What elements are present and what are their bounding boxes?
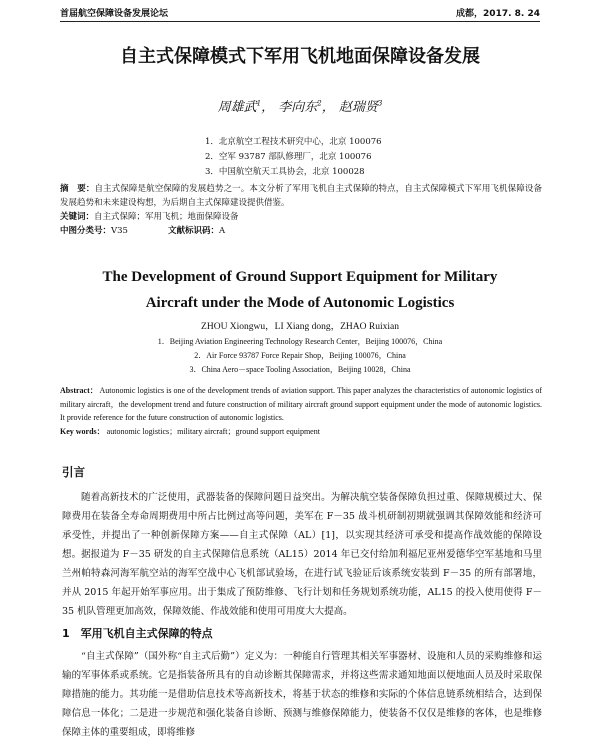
keywords-text: autonomic logistics；military aircraft；ground support equipment	[106, 426, 320, 436]
english-keywords	[60, 425, 542, 439]
english-abstract	[60, 384, 542, 425]
abstract-label: 摘 要：	[60, 184, 95, 194]
affiliation-line: 2．Air Force 93787 Force Repair Shop，Beijing 100076，China	[194, 351, 406, 360]
section-heading-1: 1 军用飞机自主式保障的特点	[62, 627, 213, 640]
running-head	[60, 6, 540, 22]
author-name: 周雄武	[217, 100, 257, 115]
running-head-right: 成都，2017. 8. 24	[456, 9, 540, 19]
english-authors: ZHOU Xiongwu，LI Xiang dong，ZHAO Ruixian	[201, 322, 399, 332]
chinese-authors: 周雄武$^1$， 李向东$^2$， 赵瑞贤$^3$	[217, 99, 383, 115]
english-abstract-block	[60, 384, 542, 438]
abstract-text: Autonomic logistics is one of the development trends of aviation support. This paper analyzes the characteristics of autonomic logistics of military aircraft，the development trend and future construction of military aircraft ground support equipment under the mode of autonomic logistics. It provide reference for the future construction of autonomic logistics.	[60, 386, 542, 422]
chinese-keywords	[60, 210, 542, 224]
document-code-value: A	[219, 226, 226, 236]
chinese-affiliations	[205, 135, 382, 180]
keywords-text: 自主式保障；军用飞机；地面保障设备	[94, 212, 239, 222]
affiliation-line: 1．Beijing Aviation Engineering Technology Research Center，Beijing 100076，China	[157, 337, 443, 346]
abstract-text: 自主式保障是航空保障的发展趋势之一。本文分析了军用飞机自主式保障的特点，自主式保障模式下军用飞机保障设备发展趋势和未来建设构想，为后期自主式保障建设提供借鉴。	[60, 184, 542, 208]
paragraph: 随着高新技术的广泛使用，武器装备的保障问题日益突出。为解决航空装备保障负担过重、保障规模过大、保障费用在装备全寿命周期费用中所占比例过高等问题，美军在 F－35 战斗机研制初期就强调其保障效能和经济可承受性，并提出了一种创新保障方案——自主式保障（AL）[1]，以实现其经济可承受和提高作战效能的保障设想。据报道为 F－35 研发的自主式保障信息系统（AL15）2014 年已交付给加利福尼亚州爱德华空军基地和马里兰州帕特森河海军航空站的海军空战中心飞机部试验场，在进行试飞验证后该系统安装到 F－35 的所有部署地，并从 2015 年起开始军事应用。出于集成了预防维修、飞行计划和任务规划系统功能，AL15 的投入使用使得 F－35 机队管理更加高效，保障效能、作战效能和使用可用度大大提高。	[62, 492, 542, 617]
introduction-body	[62, 488, 542, 621]
chinese-abstract	[60, 182, 542, 210]
english-title-line: Aircraft under the Mode of Autonomic Logistics	[145, 295, 455, 311]
keywords-label: 关键词：	[60, 212, 95, 222]
section-heading-introduction: 引言	[62, 465, 85, 479]
english-title	[0, 264, 600, 316]
document-code	[168, 224, 225, 238]
clc-label: 中图分类号：	[60, 226, 112, 236]
english-affiliations	[0, 335, 600, 377]
clc-value: V35	[111, 226, 128, 236]
affiliation-line: 2．空军 93787 部队修理厂，北京 100076	[205, 152, 372, 162]
english-title-line: The Development of Ground Support Equipment for Military	[102, 269, 498, 285]
section-1-body	[62, 647, 542, 742]
author-affiliation-mark: 2	[317, 99, 322, 108]
paragraph: “自主式保障”（国外称“自主式后勤”）定义为：一种能自行管理其相关军事器材、设施和人员的采购维修和运输的军事体系或系统。它是指装备所具有的自动诊断其保障需求，并将这些需求通知地面以便地面人员及时采取保障措施的能力。其功能一是借助信息技术等高新技术，将基于状态的维修和实际的个体信息链系统相结合，达到保障信息一体化；二是进一步规范和强化装备自诊断、预测与维修保障能力，使装备不仅仅是维修的客体，也是维修保障主体的重要组成，即将维修	[62, 651, 542, 738]
affiliation-line: 3．中国航空航天工具协会，北京 100028	[205, 167, 365, 177]
affiliation-line: 1．北京航空工程技术研究中心，北京 100076	[205, 137, 382, 147]
author-affiliation-mark: 3	[377, 99, 383, 108]
classification-row	[60, 224, 542, 238]
clc-number	[60, 224, 128, 238]
affiliation-line: 3．China Aero－space Tooling Association，Beijing 10028，China	[189, 365, 411, 374]
running-head-left: 首届航空保障设备发展论坛	[60, 9, 169, 19]
abstract-label: Abstract：	[60, 386, 98, 395]
document-code-label: 文献标识码：	[167, 226, 219, 236]
author-affiliation-mark: 1	[256, 99, 262, 108]
author-name: 赵瑞贤	[338, 100, 378, 115]
author-name: 李向东	[278, 100, 318, 115]
chinese-abstract-block	[60, 182, 542, 238]
keywords-label: Key words：	[60, 426, 105, 436]
chinese-title: 自主式保障模式下军用飞机地面保障设备发展	[120, 46, 480, 67]
